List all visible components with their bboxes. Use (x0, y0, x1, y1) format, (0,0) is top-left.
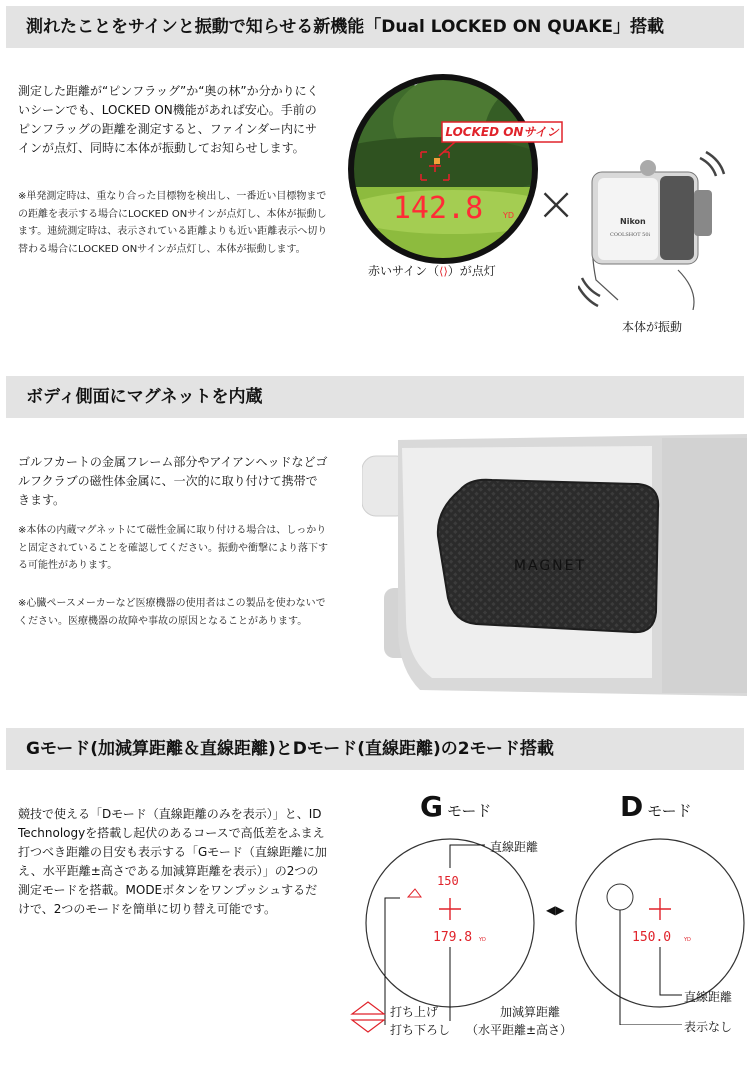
section2-body: ゴルフカートの金属フレーム部分やアイアンヘッドなどゴルフクラブの磁性体金属に、一次的に取り付けて携帯できます。 (18, 455, 328, 507)
g-straight-value: 150 (437, 874, 459, 888)
g-unit: YD (479, 937, 486, 943)
locked-on-label: LOCKED ONサイン (445, 125, 559, 139)
label-straight-distance-d: 直線距離 (684, 990, 733, 1004)
section3-heading: Gモード(加減算距離＆直線距離)とDモード(直線距離)の2モード搭載 (6, 728, 744, 770)
mode-switch-arrows: ◀▶ (546, 903, 565, 917)
vibrate-caption: 本体が振動 (622, 320, 683, 334)
g-adjusted-value: 179.8 (433, 930, 473, 945)
section2-note2: ※心臓ペースメーカーなど医療機器の使用者はこの製品を使わないでください。医療機器の故障や事故の原因となることがあります。 (18, 598, 326, 627)
uphill-icon (350, 1000, 386, 1016)
d-unit: YD (684, 937, 691, 943)
viewfinder-image (343, 72, 568, 267)
label-straight-distance: 直線距離 (490, 840, 539, 854)
label-downhill: 打ち下ろし (390, 1023, 451, 1037)
d-straight-value: 150.0 (632, 930, 672, 945)
section2-note1: ※本体の内蔵マグネットにて磁性金属に取り付ける場合は、しっかりと固定されていることを確認してください。振動や衝撃により落下する可能性があります。 (18, 525, 328, 571)
label-uphill: 打ち上げ (390, 1005, 439, 1019)
lock-sign-icon: ⟨⟩ (439, 265, 448, 278)
g-mode-diagram (355, 825, 555, 1025)
times-symbol: × (536, 176, 577, 232)
viewfinder-distance: 142.8 (392, 191, 484, 226)
section2-heading: ボディ側面にマグネットを内蔵 (6, 376, 744, 418)
section1-heading: 測れたことをサインと振動で知らせる新機能「Dual LOCKED ON QUAKE」搭載 (6, 6, 744, 48)
label-adjusted-distance: 加減算距離 (500, 1005, 561, 1019)
vibrating-device-image (578, 150, 728, 310)
magnet-device-image (362, 428, 747, 703)
viewfinder-unit: YD (503, 211, 515, 220)
section1-note: ※単発測定時は、重なり合った目標物を検出し、一番近い目標物までの距離を表示する場合にLOCKED ONサインが点灯し、本体が振動します。連続測定時は、表示されている距離よりも近い距離表示へ切り替わる場合にLOCKED ONサインが点灯し、本体が振動します。 (18, 191, 328, 255)
device-model: COOLSHOT 50i (610, 232, 651, 238)
d-mode-title: Dモード (620, 790, 692, 823)
device-brand: Nikon (620, 217, 646, 226)
section1-body: 測定した距離が“ピンフラッグ”か“奥の林”か分かりにくいシーンでも、LOCKED ON機能があれば安心。手前のピンフラッグの距離を測定すると、ファインダー内にサインが点灯、同時に本体が振動してお知らせします。 (18, 84, 319, 155)
red-sign-caption: 赤いサイン（⟨⟩）が点灯 (368, 264, 496, 278)
label-no-display: 表示なし (684, 1020, 733, 1034)
magnet-label: MAGNET (513, 558, 587, 574)
downhill-icon (350, 1018, 386, 1034)
g-mode-title: Gモード (420, 790, 492, 823)
label-adjusted-sub: （水平距離±高さ） (466, 1023, 573, 1037)
section3-body: 競技で使える「Dモード（直線距離のみを表示）」と、ID Technologyを搭載し起伏のあるコースで高低差をふまえ打つべき距離の目安も表示する「Gモード（直線距離に加え、水平距離±高さである加減算距離を表示）」の2つの測定モードを搭載。MODEボタンをワンプッシュするだけで、2つのモードを簡単に切り替え可能です。 (18, 807, 327, 916)
